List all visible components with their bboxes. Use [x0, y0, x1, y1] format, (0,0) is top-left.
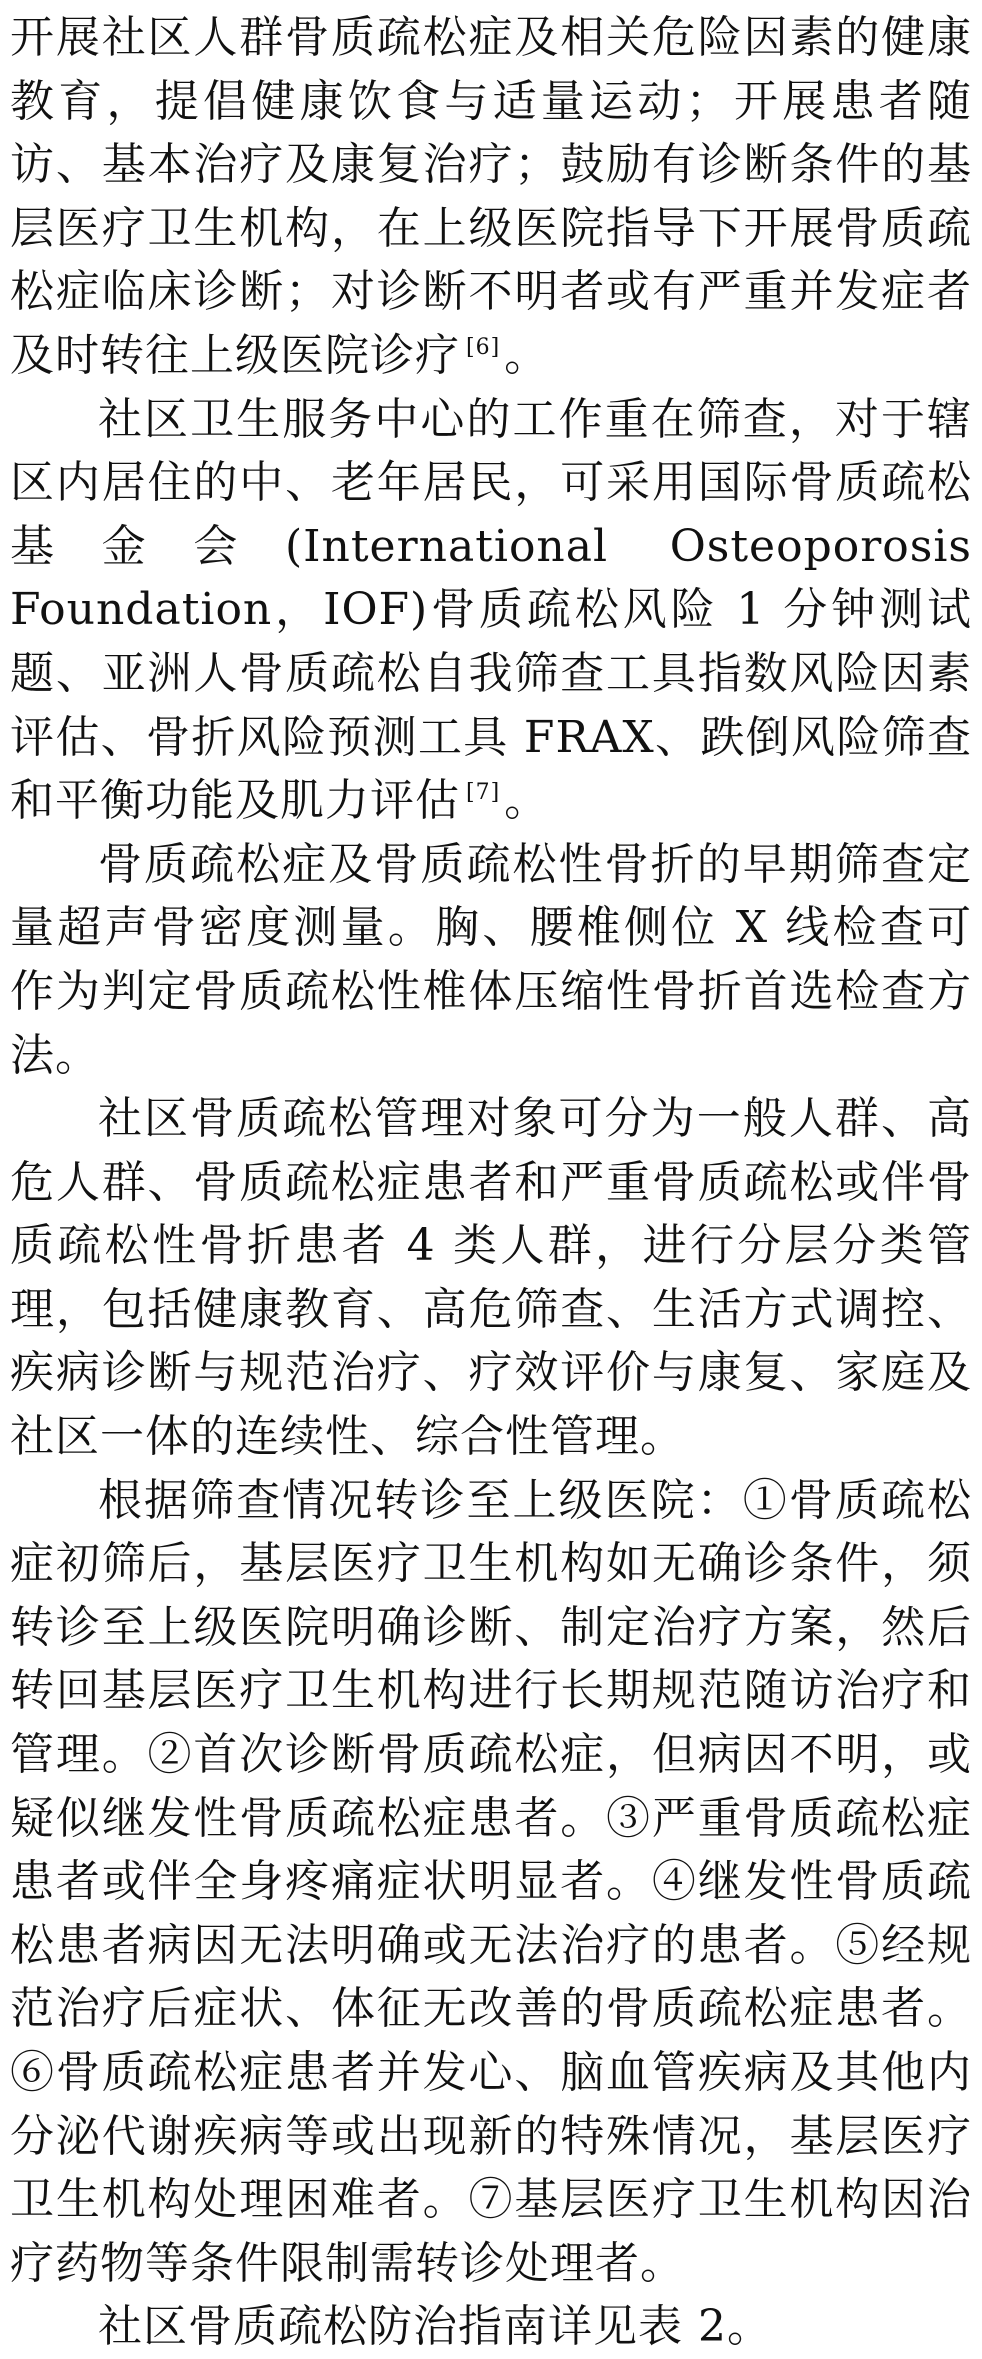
citation-6[interactable]: [6]	[466, 335, 501, 361]
paragraph-health-education	[10, 6, 972, 388]
paragraph-referral: 根据筛查情况转诊至上级医院：①骨质疏松症初筛后，基层医疗卫生机构如无确诊条件，须转诊至上级医院明确诊断、制定治疗方案，然后转回基层医疗卫生机构进行长期规范随访治疗和管理。②首次诊断骨质疏松症，但病因不明，或疑似继发性骨质疏松症患者。③严重骨质疏松症患者或伴全身疼痛症状明显者。④继发性骨质疏松患者病因无法明确或无法治疗的患者。⑤经规范治疗后症状、体征无改善的骨质疏松症患者。⑥骨质疏松症患者并发心、脑血管疾病及其他内分泌代谢疾病等或出现新的特殊情况，基层医疗卫生机构处理困难者。⑦基层医疗卫生机构因治疗药物等条件限制需转诊处理者。	[10, 1474, 972, 2289]
paragraph-text: 开展社区人群骨质疏松症及相关危险因素的健康教育，提倡健康饮食与适量运动；开展患者随访、基本治疗及康复治疗；鼓励有诊断条件的基层医疗卫生机构，在上级医院指导下开展骨质疏松症临床诊断；对诊断不明者或有严重并发症者及时转往上级医院诊疗	[10, 12, 972, 381]
citation-7[interactable]: [7]	[466, 780, 501, 806]
document-body	[10, 6, 972, 2359]
paragraph-guideline-table-ref: 社区骨质疏松防治指南详见表 2。	[98, 2301, 772, 2353]
paragraph-end: 。	[504, 775, 550, 827]
paragraph-text: 社区卫生服务中心的工作重在筛查，对于辖区内居住的中、老年居民，可采用国际骨质疏松基金会(International Osteoporosis Foundation，IOF)骨质疏松风险 1 分钟测试题、亚洲人骨质疏松自我筛查工具指数风险因素评估、骨折风险预测工具 FRAX、跌倒风险筛查和平衡功能及肌力评估	[10, 393, 972, 827]
paragraph-end: 。	[504, 329, 550, 381]
paragraph-screening	[10, 388, 972, 833]
paragraph-early-screening: 骨质疏松症及骨质疏松性骨折的早期筛查定量超声骨密度测量。胸、腰椎侧位 X 线检查可作为判定骨质疏松性椎体压缩性骨折首选检查方法。	[10, 838, 972, 1081]
paragraph-management-targets: 社区骨质疏松管理对象可分为一般人群、高危人群、骨质疏松症患者和严重骨质疏松或伴骨质疏松性骨折患者 4 类人群，进行分层分类管理，包括健康教育、高危筛查、生活方式调控、疾病诊断与规范治疗、疗效评价与康复、家庭及社区一体的连续性、综合性管理。	[10, 1093, 972, 1463]
